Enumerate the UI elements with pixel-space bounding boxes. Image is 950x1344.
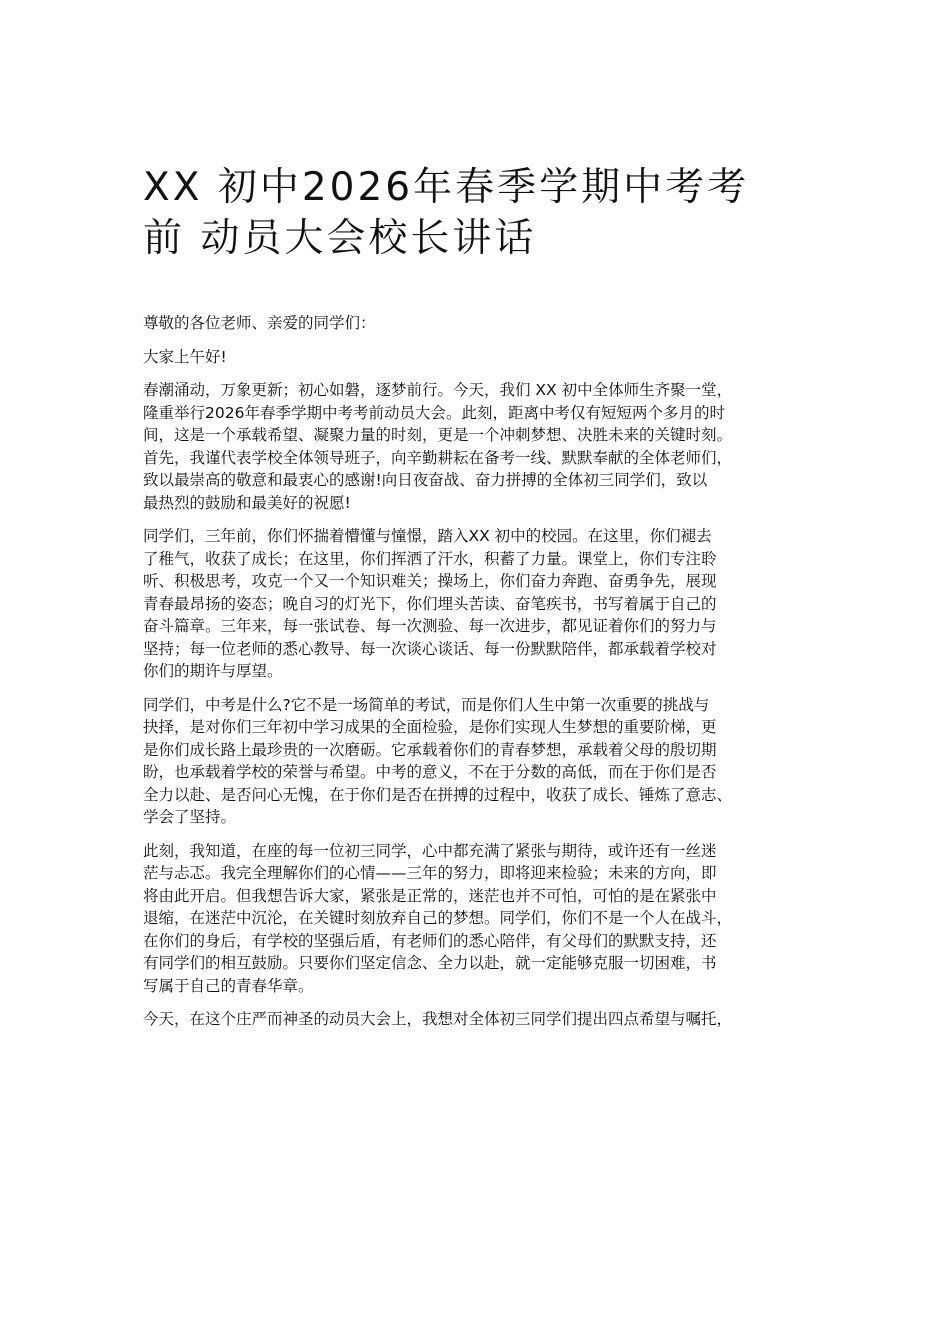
text-line: 同学们，中考是什么?它不是一场简单的考试，而是你们人生中第一次重要的挑战与 xyxy=(143,695,710,714)
text-line: 奋斗篇章。三年来，每一张试卷、每一次测验、每一次进步，都见证着你们的努力与 xyxy=(143,617,717,635)
text-line: 有同学们的相互鼓励。只要你们坚定信念、全力以赴，就一定能够克服一切困难，书 xyxy=(143,954,717,972)
text-line: 此刻，我知道，在座的每一位初三同学，心中都充满了紧张与期待，或许还有一丝迷 xyxy=(143,841,717,860)
text-line: 是你们成长路上最珍贵的一次磨砺。它承载着你们的青春梦想，承载着父母的殷切期 xyxy=(143,740,717,759)
title-line: XX 初中2026年春季学期中考考 xyxy=(143,165,750,210)
text-line: 青春最昂扬的姿态；晚自习的灯光下，你们埋头苦读、奋笔疾书，书写着属于自己的 xyxy=(143,594,717,613)
text-line: 盼，也承载着学校的荣誉与希望。中考的意义，不在于分数的高低，而在于你们是否 xyxy=(143,763,717,781)
text-line: 茫与忐忑。我完全理解你们的心情——三年的努力，即将迎来检验；未来的方向，即 xyxy=(143,864,717,882)
text-line: 间，这是一个承载希望、凝聚力量的时刻，更是一个冲刺梦想、决胜未来的关键时刻。 xyxy=(143,426,733,444)
document-title xyxy=(143,162,843,264)
text-line: 同学们，三年前，你们怀揣着懵懂与憧憬，踏入XX 初中的校园。在这里，你们褪去 xyxy=(143,527,712,545)
text-line: 抉择，是对你们三年初中学习成果的全面检验，是你们实现人生梦想的重要阶梯，更 xyxy=(143,718,717,736)
body-paragraph xyxy=(143,1008,811,1031)
body-paragraph xyxy=(143,379,811,514)
text-line: 首先，我谨代表学校全体领导班子，向辛勤耕耘在备考一线、默默奉献的全体老师们， xyxy=(143,448,733,467)
greeting-paragraph xyxy=(143,346,811,369)
text-line: 隆重举行2026年春季学期中考考前动员大会。此刻，距离中考仅有短短两个多月的时 xyxy=(143,403,725,422)
text-line: 大家上午好! xyxy=(143,347,227,366)
text-line: 了稚气，收获了成长；在这里，你们挥洒了汗水，积蓄了力量。课堂上，你们专注聆 xyxy=(143,549,717,568)
text-line: 致以最崇高的敬意和最衷心的感谢!向日夜奋战、奋力拼搏的全体初三同学们，致以 xyxy=(143,471,708,489)
text-line: 听、积极思考，攻克一个又一个知识难关；操场上，你们奋力奔跑、奋勇争先，展现 xyxy=(143,572,717,590)
text-line: 坚持；每一位老师的悉心教导、每一次谈心谈话、每一份默默陪伴，都承载着学校对 xyxy=(143,639,717,658)
title-line: 前 动员大会校长讲话 xyxy=(143,216,537,261)
body-paragraph xyxy=(143,840,811,998)
text-line: 春潮涌动，万象更新；初心如磐，逐梦前行。今天，我们 XX 初中全体师生齐聚一堂， xyxy=(143,381,733,399)
document-body xyxy=(143,312,811,1042)
text-line: 写属于自己的青春华章。 xyxy=(143,976,314,995)
text-line: 你们的期许与厚望。 xyxy=(143,662,283,680)
text-line: 全力以赴、是否问心无愧，在于你们是否在拼搏的过程中，收获了成长、锤炼了意志、 xyxy=(143,785,733,804)
salutation-paragraph xyxy=(143,312,811,335)
text-line: 今天，在这个庄严而神圣的动员大会上，我想对全体初三同学们提出四点希望与嘱托， xyxy=(143,1010,733,1028)
text-line: 学会了坚持。 xyxy=(143,808,237,826)
text-line: 退缩，在迷茫中沉沦，在关键时刻放弃自己的梦想。同学们，你们不是一个人在战斗， xyxy=(143,909,733,927)
body-paragraph xyxy=(143,525,811,683)
text-line: 在你们的身后，有学校的坚强后盾，有老师们的悉心陪伴，有父母们的默默支持，还 xyxy=(143,931,717,950)
text-line: 尊敬的各位老师、亲爱的同学们： xyxy=(143,314,376,332)
text-line: 将由此开启。但我想告诉大家，紧张是正常的，迷茫也并不可怕，可怕的是在紧张中 xyxy=(143,886,717,905)
text-line: 最热烈的鼓励和最美好的祝愿! xyxy=(143,493,351,512)
body-paragraph xyxy=(143,694,811,829)
